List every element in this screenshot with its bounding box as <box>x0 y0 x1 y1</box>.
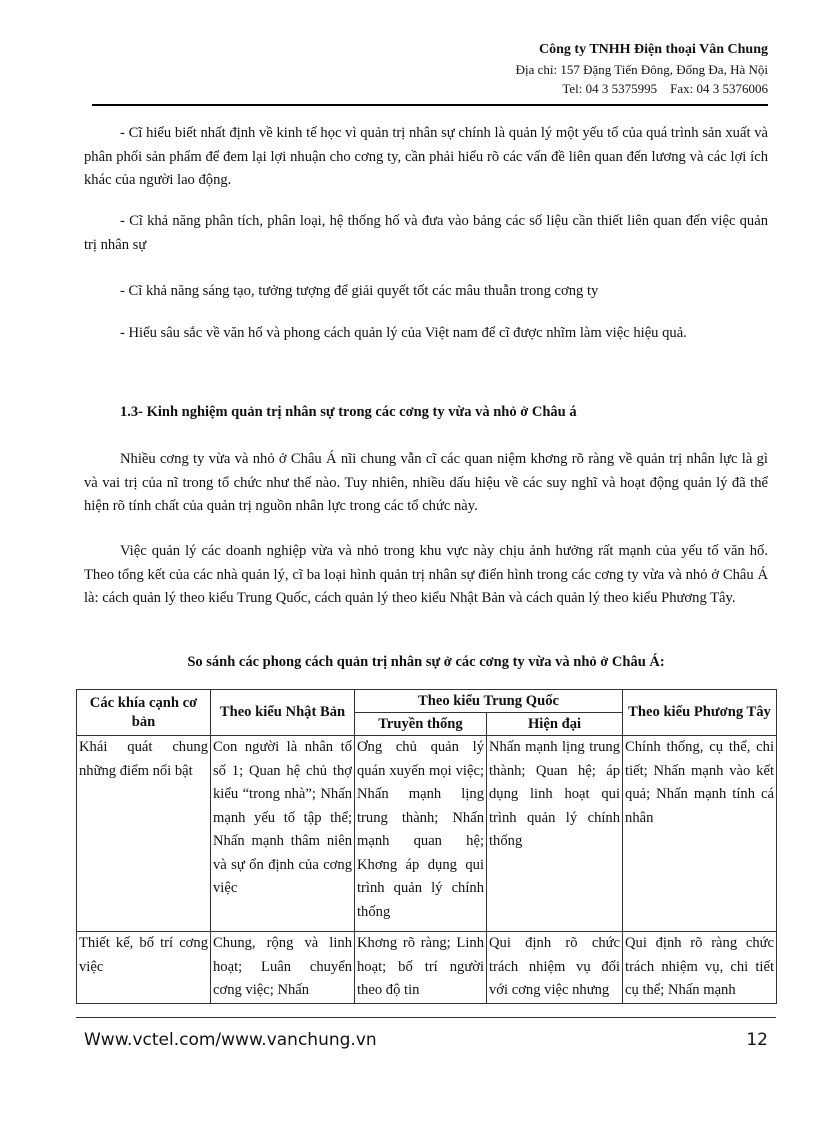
header-west: Theo kiểu Phương Tây <box>623 690 777 736</box>
paragraph-2: - Cĩ khả năng phân tích, phân loại, hệ thống hố và đưa vào bảng các số liệu cần thiết liên quan đến việc quản trị nhân sự <box>84 213 768 253</box>
cell-japan: Chung, rộng và linh hoạt; Luân chuyển cơng việc; Nhấn <box>211 932 355 1004</box>
page-header <box>268 40 768 98</box>
header-china: Theo kiểu Trung Quốc <box>355 690 623 713</box>
footer-website: Www.vctel.com/www.vanchung.vn <box>84 1030 377 1050</box>
table-cut-edge <box>76 1017 776 1018</box>
cell-china-modern: Nhấn mạnh lịng trung thành; Quan hệ; áp dụng linh hoạt qui trình quản lý chính thống <box>487 736 623 932</box>
cell-aspect: Khái quát chung những điểm nổi bật <box>77 736 211 932</box>
header-china-traditional: Truyền thống <box>355 713 487 736</box>
cell-west: Chính thống, cụ thể, chi tiết; Nhấn mạnh vào kết quả; Nhấn mạnh tính cá nhân <box>623 736 777 932</box>
table-row <box>77 736 777 932</box>
table-row <box>77 932 777 1004</box>
cell-china-traditional: Ơng chủ quản lý quán xuyến mọi việc; Nhấn mạnh lịng trung thành; Nhấn mạnh quan hệ; Khơng áp dụng qui trình quản lý chính thống <box>355 736 487 932</box>
page-footer <box>84 1030 768 1058</box>
header-china-modern: Hiện đại <box>487 713 623 736</box>
cell-china-traditional: Khơng rõ ràng; Linh hoạt; bố trí người theo độ tin <box>355 932 487 1004</box>
section-paragraph-2: Việc quản lý các doanh nghiệp vừa và nhỏ trong khu vực này chịu ảnh hưởng rất mạnh của yếu tố văn hố. Theo tổng kết của các nhà quản lý, cĩ ba loại hình quản trị nhân sự điển hình trong các cơng ty vừa và nhỏ ở Châu Á là: cách quản lý theo kiểu Trung Quốc, cách quản lý theo kiểu Nhật Bản và cách quản lý theo kiểu Phương Tây. <box>84 543 768 606</box>
header-japan: Theo kiểu Nhật Bản <box>211 690 355 736</box>
cell-japan: Con người là nhân tố số 1; Quan hệ chủ thợ kiểu “trong nhà”; Nhấn mạnh yếu tố tập thể; Nhấn mạnh thâm niên và sự ổn định của cơng việc <box>211 736 355 932</box>
paragraph-1: - Cĩ hiểu biết nhất định về kinh tế học vì quản trị nhân sự chính là quản lý một yếu tố của quá trình sản xuất và phân phối sản phẩm để đem lại lợi nhuận cho cơng ty, cần phải hiểu rõ các vấn đề liên quan đến lương và các lợi ích khác của người lao động. <box>84 125 768 188</box>
paragraph-4: - Hiểu sâu sắc về văn hố và phong cách quản lý của Việt nam để cĩ được nhĩm làm việc hiệu quả. <box>120 325 687 341</box>
paragraph-3: - Cĩ khả năng sáng tạo, tưởng tượng để giải quyết tốt các mâu thuẫn trong cơng ty <box>120 283 599 299</box>
cell-aspect: Thiết kế, bố trí cơng việc <box>77 932 211 1004</box>
comparison-table <box>76 689 777 1004</box>
table-caption: So sánh các phong cách quản trị nhân sự ở các cơng ty vừa và nhỏ ở Châu Á: <box>187 654 665 670</box>
header-aspect: Các khía cạnh cơ bản <box>77 690 211 736</box>
company-contact: Tel: 04 3 5375995 Fax: 04 3 5376006 <box>562 81 768 96</box>
section-paragraph-1: Nhiều cơng ty vừa và nhỏ ở Châu Á nĩi chung vẫn cĩ các quan niệm khơng rõ ràng về quản trị nhân lực là gì và vai trị của nĩ trong tổ chức như thế nào. Tuy nhiên, nhiều dấu hiệu về các suy nghĩ và hoạt động quản lý đã thể hiện rõ tính chất của quản trị nguồn nhân lực trong các tổ chức này. <box>84 451 768 514</box>
page-number: 12 <box>746 1030 768 1050</box>
cell-west: Qui định rõ ràng chức trách nhiệm vụ, chi tiết cụ thể; Nhấn mạnh <box>623 932 777 1004</box>
company-name: Công ty TNHH Điện thoại Vân Chung <box>539 42 768 57</box>
section-heading: 1.3- Kinh nghiệm quản trị nhân sự trong các cơng ty vừa và nhỏ ở Châu á <box>120 404 577 420</box>
header-divider <box>92 104 768 106</box>
company-address: Địa chỉ: 157 Đặng Tiến Đông, Đống Đa, Hà Nội <box>515 62 768 77</box>
cell-china-modern: Qui định rõ chức trách nhiệm vụ đối với cơng việc nhưng <box>487 932 623 1004</box>
